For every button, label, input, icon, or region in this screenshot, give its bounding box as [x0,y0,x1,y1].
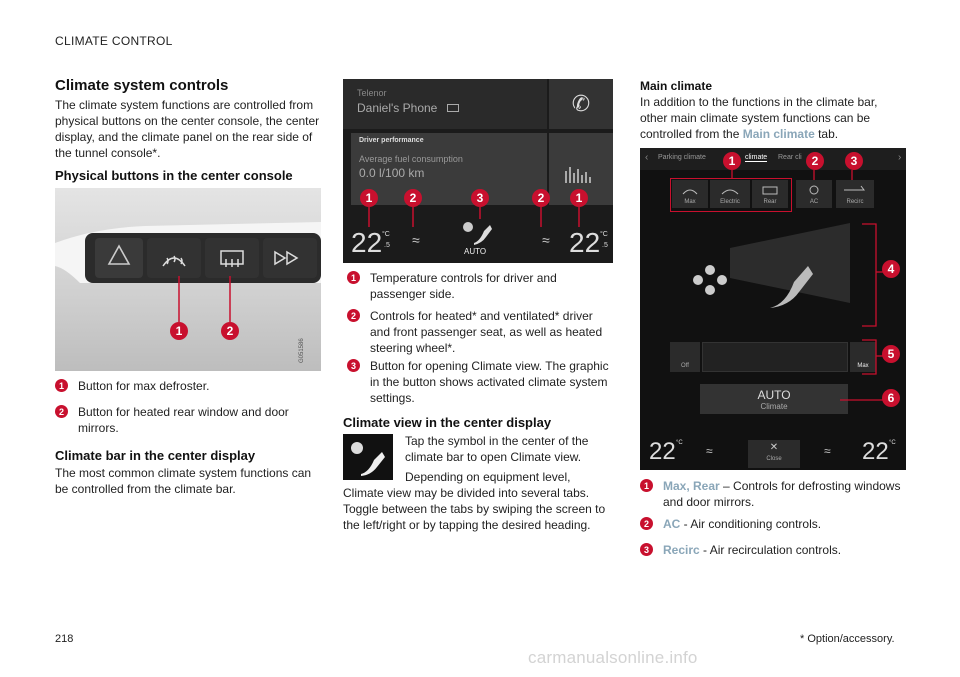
recirc-button[interactable]: Recirc [836,180,874,208]
climate-view-heading: Climate view in the center display [343,415,552,430]
callout-lines [640,148,906,470]
callout-1: 1 [723,152,741,170]
callout-2: 2 [404,189,422,207]
climate-view-text-1: Tap the symbol in the center of the climate bar to open Climate view. [405,434,589,464]
callout-lines [343,79,613,263]
rear-defrost-button[interactable]: Rear [752,180,788,208]
seat-heat-driver-icon[interactable]: ≈ [412,232,420,248]
seat-heat-passenger-icon[interactable]: ≈ [824,444,831,458]
temp-passenger[interactable]: 22 [862,438,889,465]
option-footnote: * Option/accessory. [800,633,895,645]
tab-prev-icon[interactable]: ‹ [645,152,649,163]
temp-passenger[interactable]: 22 [569,227,601,258]
callout-5: 5 [882,345,900,363]
console-illustration [55,188,321,371]
temp-driver[interactable]: 22 [351,227,383,258]
perf-title: Driver performance [359,137,424,144]
callout-4: 4 [882,260,900,278]
section-header: CLIMATE CONTROL [55,34,173,48]
auto-label: AUTO [464,247,487,256]
tab-parking-climate[interactable]: Parking climate [658,154,706,161]
ac-button[interactable]: AC [796,180,832,208]
seat-heat-passenger-icon[interactable]: ≈ [542,232,550,248]
fuel-value: 0.0 l/100 km [359,166,425,180]
callout-6: 6 [882,389,900,407]
callout-1: 1 [360,189,378,207]
callout-badge: 1 [640,479,653,492]
console-buttons-photo [55,188,321,371]
center-display-climate-bar: Telenor Daniel's Phone ✆ Driver performance Average fuel consumption 0.0 l/100 km 22 °C .5 ≈ AUTO ≈ 22 °C .5 1 2 3 2 1 [343,79,613,263]
callout-2: 2 [806,152,824,170]
close-icon: ✕ [769,442,779,453]
callout-badge: 2 [347,309,360,322]
callout-3: 3 [471,189,489,207]
callout-2: 2 [221,322,239,340]
intro-paragraph: The climate system functions are controlled from physical buttons on the center console, the center display, and the climate panel on the rear side of the tunnel console*. [55,98,320,160]
main-climate-intro: In addition to the functions in the climate bar, other main climate system functions can be controlled from the Main climate tab. [640,95,878,141]
close-button[interactable]: ✕ Close [748,440,800,468]
main-climate-screen: ‹ Parking climate climate Rear cli › Max Electric Rear AC Recirc Off Max AUTO Climate 22 °C ≈ ✕ Close ≈ 22 °C 1 2 3 4 5 6 [640,148,906,470]
tab-next-icon[interactable]: › [898,152,902,163]
main-climate-heading: Main climate [640,79,713,93]
tab-main-climate[interactable]: climate [745,154,768,161]
phone-name: Daniel's Phone [357,101,438,115]
max-defrost-button[interactable]: Max [672,180,708,208]
page-title: Climate system controls [55,77,229,94]
phone-carrier: Telenor [357,88,387,98]
climate-bar-heading: Climate bar in the center display [55,448,256,463]
callout-badge: 1 [55,379,68,392]
fan-off-button[interactable]: Off [670,342,700,372]
auto-climate-button[interactable]: AUTO Climate [700,384,848,414]
callout-badge: 3 [347,359,360,372]
callout-badge: 3 [640,543,653,556]
tab-rear-climate[interactable]: Rear cli [778,154,802,161]
callout-badge: 2 [55,405,68,418]
climate-view-text-2: Depending on equipment level, Climate view may be divided into several tabs. Toggle between the tabs by swiping the screen to the left/right or by tapping the desired heading. [343,470,606,532]
callout-3: 3 [845,152,863,170]
electric-defrost-button[interactable]: Electric [710,180,750,208]
seat-heat-driver-icon[interactable]: ≈ [706,444,713,458]
climate-bar-text: The most common climate system functions can be controlled from the climate bar. [55,466,312,496]
main-climate-link: Main climate [742,127,815,141]
physical-buttons-heading: Physical buttons in the center console [55,168,293,183]
callout-1: 1 [570,189,588,207]
callout-badge: 2 [640,517,653,530]
page-number: 218 [55,633,74,645]
fuel-label: Average fuel consumption [359,154,463,164]
photo-code: G051586 [299,338,305,363]
temp-driver[interactable]: 22 [649,438,676,465]
callout-badge: 1 [347,271,360,284]
watermark: carmanualsonline.info [528,648,698,667]
fan-max-button[interactable]: Max [850,342,876,372]
callout-2: 2 [532,189,550,207]
phone-icon[interactable]: ✆ [549,79,613,129]
callout-1: 1 [170,322,188,340]
